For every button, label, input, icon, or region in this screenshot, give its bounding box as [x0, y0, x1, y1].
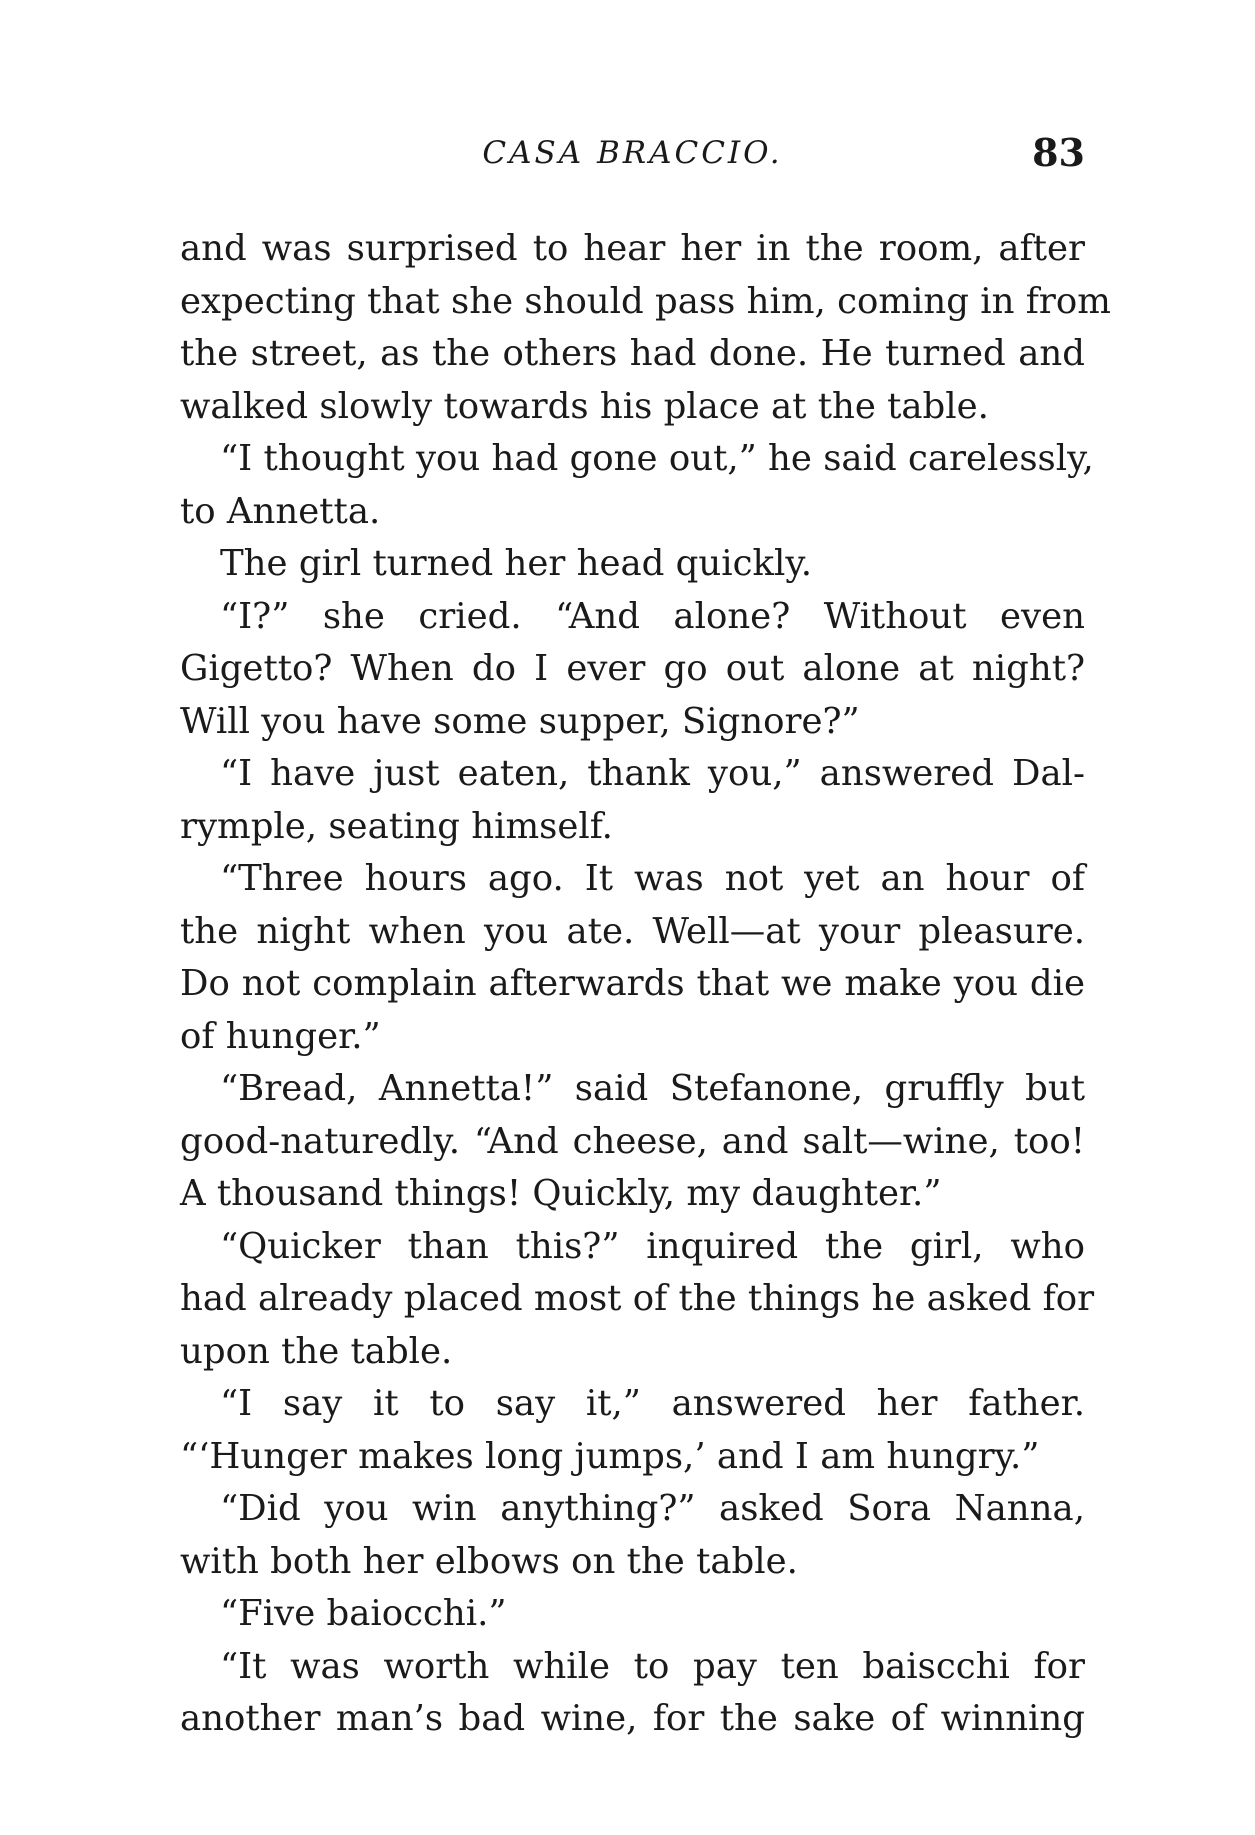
text-line: of hunger.” — [180, 1015, 381, 1057]
text-line: good-naturedly. “And cheese, and salt—wine, too! — [180, 1120, 1085, 1162]
paragraph — [180, 1641, 1085, 1746]
paragraph — [180, 538, 1085, 591]
paragraph — [180, 1221, 1095, 1379]
text-line: The girl turned her head quickly. — [220, 543, 812, 584]
page-number: 83 — [1032, 130, 1085, 175]
text-line: “It was worth while to pay ten baiscchi for — [220, 1645, 1085, 1687]
text-line: expecting that she should pass him, coming in from — [180, 280, 1111, 322]
running-title: CASA BRACCIO. — [482, 135, 783, 171]
running-head — [180, 128, 1085, 178]
text-line: to Annetta. — [180, 490, 381, 532]
paragraph — [180, 591, 1085, 749]
text-line: another man’s bad wine, for the sake of winning — [180, 1698, 1085, 1739]
text-line: “I?” she cried. “And alone? Without even — [220, 595, 1085, 637]
text-line: the night when you ate. Well—at your pleasure. — [180, 910, 1085, 952]
body-text — [180, 223, 1111, 1746]
text-line: rymple, seating himself. — [180, 805, 613, 847]
text-line: upon the table. — [180, 1330, 453, 1372]
text-line: the street, as the others had done. He turned and — [180, 333, 1085, 374]
text-line: “Bread, Annetta!” said Stefanone, gruffly but — [220, 1068, 1085, 1109]
paragraph — [180, 1063, 1085, 1221]
text-line: walked slowly towards his place at the table. — [180, 385, 989, 427]
text-line: Will you have some supper, Signore?” — [180, 700, 860, 742]
text-line: Gigetto? When do I ever go out alone at night? — [180, 648, 1085, 689]
paragraph — [180, 1378, 1085, 1483]
text-line: “Three hours ago. It was not yet an hour of — [220, 858, 1085, 899]
text-line: “Did you win anything?” asked Sora Nanna, — [220, 1488, 1085, 1529]
text-line: “‘Hunger makes long jumps,’ and I am hungry.” — [180, 1435, 1040, 1477]
text-line: had already placed most of the things he asked for — [180, 1278, 1095, 1319]
text-line: “I thought you had gone out,” he said carelessly, — [220, 438, 1094, 479]
text-line: “Quicker than this?” inquired the girl, who — [220, 1225, 1085, 1267]
paragraph — [180, 853, 1085, 1063]
paragraph — [180, 433, 1094, 538]
paragraph — [180, 223, 1111, 433]
text-line: “Five baiocchi.” — [220, 1593, 507, 1634]
text-line: Do not complain afterwards that we make you die — [180, 963, 1085, 1004]
text-line: and was surprised to hear her in the room, after — [180, 228, 1085, 269]
text-line: “I say it to say it,” answered her father. — [220, 1383, 1085, 1424]
paragraph — [180, 748, 1085, 853]
text-line: A thousand things! Quickly, my daughter.” — [180, 1173, 942, 1214]
paragraph — [180, 1483, 1085, 1588]
paragraph — [180, 1588, 1085, 1641]
text-line: with both her elbows on the table. — [180, 1540, 798, 1582]
text-line: “I have just eaten, thank you,” answered Dal- — [220, 753, 1085, 794]
